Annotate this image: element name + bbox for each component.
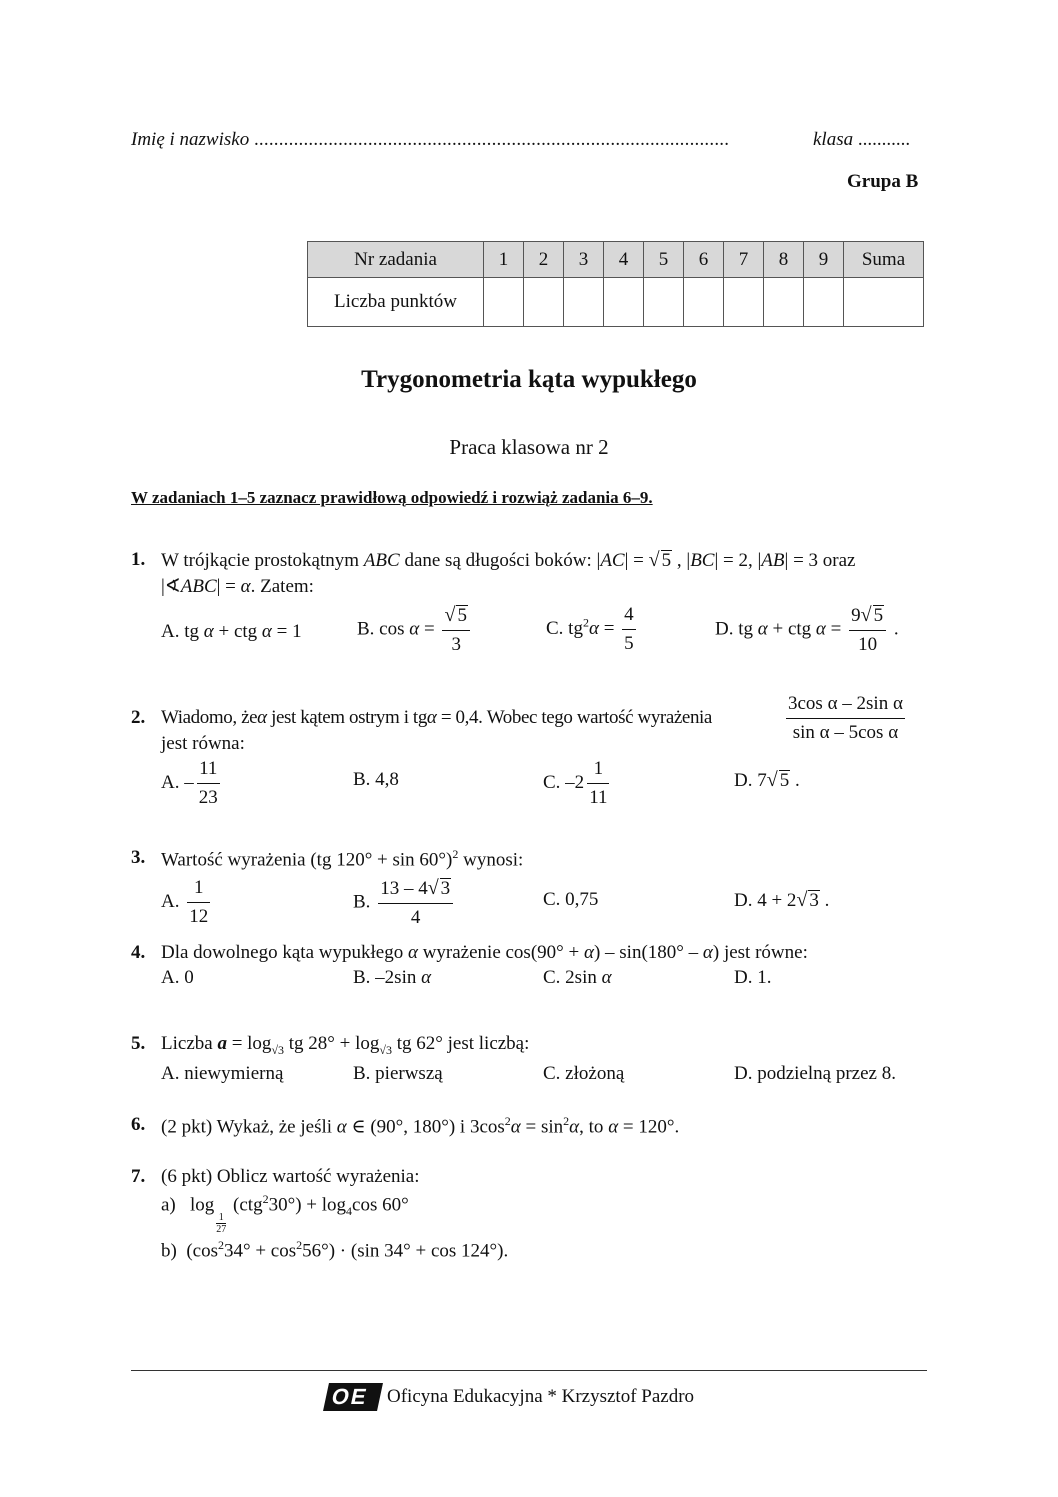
task-3-option-d[interactable]: D. 4 + 2√ 3 . (734, 889, 830, 911)
score-col-1: 1 (484, 242, 524, 278)
instruction: W zadaniach 1–5 zaznacz prawidłową odpowiedź i rozwiąż zadania 6–9. (131, 488, 653, 507)
task-2-line2: jest równa: (161, 733, 245, 754)
task-5-line1: Liczba $a = \log_{√3}$ tg $28^\circ + \log_{√3}$ tg 62° jest liczbą: (161, 1033, 530, 1057)
task-2-line1: Wiadomo, żeα jest kątem ostrym i tgα = 0,4. Wobec tego wartość wyrażenia (161, 707, 712, 728)
score-cell[interactable] (804, 278, 844, 327)
publisher-logo (323, 1383, 383, 1411)
task-3-line1: Wartość wyrażenia (tg 120° + sin 60°)$^2$ wynosi: (161, 847, 524, 871)
footer-divider (131, 1370, 927, 1371)
score-col-8: 8 (764, 242, 804, 278)
name-label: Imię i nazwisko (131, 129, 250, 150)
score-col-sum: Suma (844, 242, 924, 278)
task-2-option-a[interactable]: A. – $\frac{11}{23}$ (161, 755, 223, 812)
page-title: Trygonometria kąta wypukłego (361, 366, 697, 393)
score-table (307, 241, 924, 327)
task-4-number: 4. (131, 942, 146, 963)
score-cell[interactable] (564, 278, 604, 327)
score-cell[interactable] (644, 278, 684, 327)
publisher-logo-text: OE (329, 1384, 371, 1409)
page-subtitle: Praca klasowa nr 2 (449, 435, 609, 459)
task-2-option-b[interactable]: B. 4,8 (353, 769, 399, 790)
task-7-line1: (6 pkt) Oblicz wartość wyrażenia: (161, 1166, 420, 1187)
score-cell[interactable] (524, 278, 564, 327)
task-5-option-b[interactable]: B. pierwszą (353, 1063, 443, 1084)
score-table-header-row (308, 242, 924, 278)
task-2-number: 2. (131, 707, 146, 728)
task-1-option-d[interactable]: D. tg α + ctg α = $\frac{9√ 5}{10}$ . (715, 601, 899, 659)
score-col-6: 6 (684, 242, 724, 278)
class-label: klasa (813, 129, 854, 150)
task-4-line1: Dla dowolnego kąta wypukłego α wyrażenie cos(90° + α) – sin(180° – α) jest równe: (161, 942, 808, 963)
score-col-7: 7 (724, 242, 764, 278)
class-line (813, 129, 910, 151)
score-col-5: 5 (644, 242, 684, 278)
task-4-option-a[interactable]: A. 0 (161, 967, 194, 988)
task-6-number: 6. (131, 1114, 146, 1135)
task-3-option-b[interactable]: B. $\frac{13 - 4√ 3}{4}$ (353, 874, 456, 932)
score-cell[interactable] (724, 278, 764, 327)
score-cell[interactable] (684, 278, 724, 327)
task-4-option-c[interactable]: C. 2sin α (543, 967, 612, 988)
name-line (131, 129, 729, 151)
score-cell[interactable] (764, 278, 804, 327)
task-5-option-a[interactable]: A. niewymierną (161, 1063, 284, 1084)
class-dots: ........... (857, 129, 911, 150)
task-1-option-b[interactable]: B. cos α = $\frac{√ 5}{3}$ (357, 601, 473, 659)
task-5-option-d[interactable]: D. podzielną przez 8. (734, 1063, 896, 1084)
group-label: Grupa B (847, 171, 919, 192)
score-cell[interactable] (604, 278, 644, 327)
score-cell[interactable] (844, 278, 924, 327)
task-2-option-c[interactable]: C. –2 $\frac{1}{11}$ (543, 755, 612, 812)
score-table-row2-header: Liczba punktów (308, 278, 484, 327)
task-1-line1: W trójkącie prostokątnym ABC dane są długości boków: |AC| = √ 5 , |BC| = 2, |AB| = 3 oraz (161, 549, 856, 571)
score-table-points-row (308, 278, 924, 327)
name-dots: ................................................................................................ (253, 129, 730, 150)
task-5-option-c[interactable]: C. złożoną (543, 1063, 625, 1084)
task-1-option-c[interactable]: C. $tg^2\alpha$ = $\frac{4}{5}$ (546, 601, 639, 658)
task-3-option-c[interactable]: C. 0,75 (543, 889, 599, 910)
task-7-part-b: b) $(\cos^234^\circ + \cos^256^\circ) \cdot (\sin$ 34° + cos 124°). (161, 1238, 509, 1262)
score-col-4: 4 (604, 242, 644, 278)
task-5-number: 5. (131, 1033, 146, 1054)
score-col-3: 3 (564, 242, 604, 278)
score-col-9: 9 (804, 242, 844, 278)
task-3-number: 3. (131, 847, 146, 868)
task-2-option-d[interactable]: D. 7√ 5 . (734, 769, 800, 791)
task-1-option-a[interactable]: A. tg α + ctg α = 1 (161, 621, 302, 642)
task-4-option-b[interactable]: B. –2sin α (353, 967, 432, 988)
task-7-part-a: a) log $\frac{1}{27}$ $(ctg^230^\circ) + \log_4\cos$ 60° (161, 1192, 409, 1236)
task-4-option-d[interactable]: D. 1. (734, 967, 772, 988)
task-3-option-a[interactable]: A. $\frac{1}{12}$ (161, 874, 213, 931)
task-2-expression: $\frac{\text{3cos α – 2sin α}}{\text{sin α – 5cos α}}$ (786, 690, 905, 747)
score-cell[interactable] (484, 278, 524, 327)
task-7-number: 7. (131, 1166, 146, 1187)
score-table-row1-header: Nr zadania (308, 242, 484, 278)
score-col-2: 2 (524, 242, 564, 278)
task-1-line2: |∢ABC| = α. Zatem: (161, 576, 314, 597)
publisher-name: Oficyna Edukacyjna * Krzysztof Pazdro (387, 1386, 695, 1407)
task-6-text: (2 pkt) Wykaż, że jeśli α ∈ (90°, 180°) i $3\cos^2\alpha = \sin^2\alpha$, to α = 120°. (161, 1114, 680, 1138)
task-1-number: 1. (131, 549, 146, 570)
